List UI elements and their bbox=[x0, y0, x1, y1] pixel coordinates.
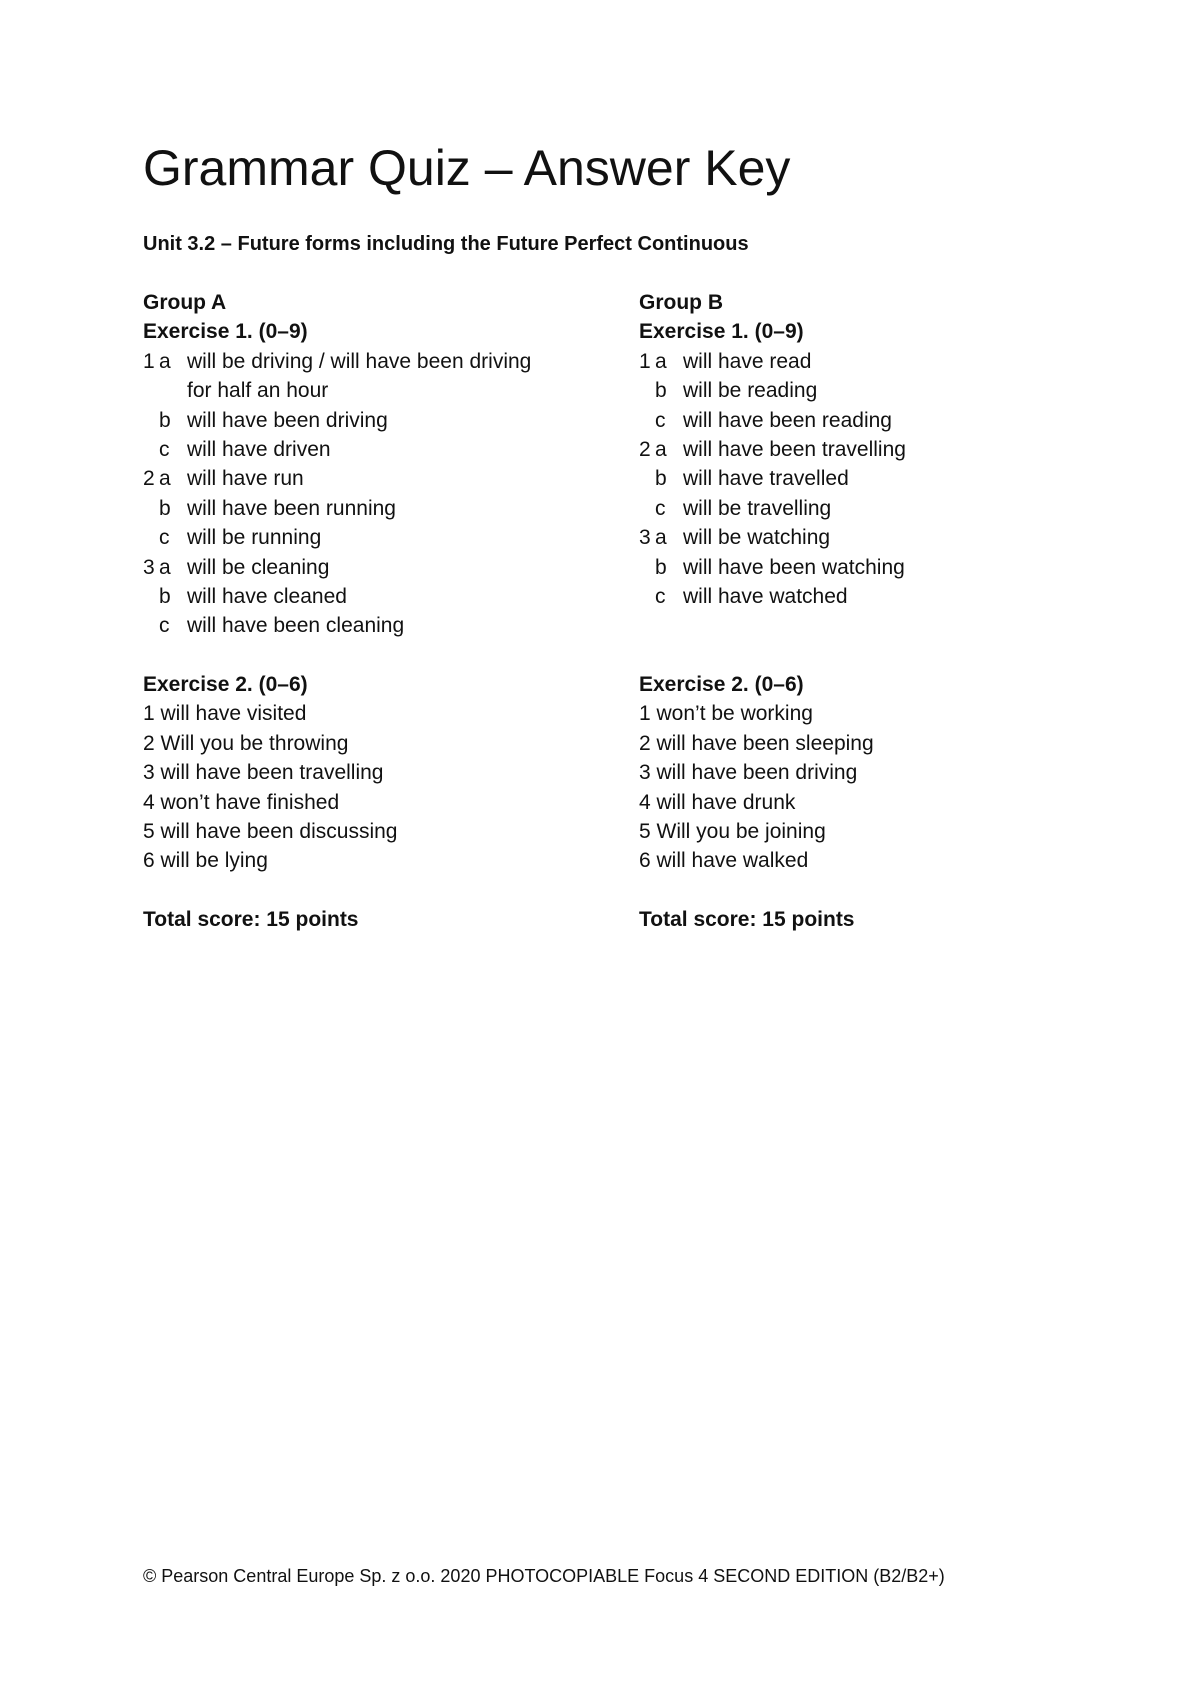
answer-item bbox=[143, 435, 531, 464]
answer-item bbox=[143, 347, 531, 376]
item-number: 3 bbox=[143, 555, 155, 579]
group-a-exercise-1-list bbox=[143, 347, 531, 641]
answer-item bbox=[639, 435, 906, 464]
item-answer-text: will have driven bbox=[187, 437, 331, 461]
item-answer-text: will have been watching bbox=[683, 555, 905, 579]
answer-item: 6 will have walked bbox=[639, 849, 809, 873]
item-letter: b bbox=[159, 584, 171, 608]
item-number: 1 bbox=[639, 349, 651, 373]
group-a-exercise-2-list bbox=[143, 699, 531, 875]
answer-item bbox=[639, 406, 906, 435]
answer-item: 2 will have been sleeping bbox=[639, 731, 874, 755]
item-answer-text: will be driving / will have been driving bbox=[187, 349, 532, 373]
answer-item: 5 Will you be joining bbox=[639, 820, 826, 844]
item-answer-text: will have read bbox=[683, 349, 812, 373]
item-letter: a bbox=[655, 526, 667, 550]
item-letter: b bbox=[655, 467, 667, 491]
answer-item bbox=[639, 494, 906, 523]
item-letter: c bbox=[159, 526, 170, 550]
item-answer-text: will be reading bbox=[683, 379, 818, 403]
item-letter: b bbox=[655, 555, 667, 579]
item-answer-text: will be travelling bbox=[683, 496, 832, 520]
item-letter: a bbox=[655, 349, 667, 373]
answer-item bbox=[143, 611, 531, 640]
item-number: 1 bbox=[143, 349, 155, 373]
answer-item bbox=[639, 582, 906, 611]
item-letter: a bbox=[159, 349, 171, 373]
item-letter: a bbox=[159, 555, 171, 579]
item-letter: c bbox=[655, 496, 666, 520]
group-a-heading: Group A bbox=[143, 291, 227, 314]
group-b-total-score: Total score: 15 points bbox=[639, 908, 855, 932]
answer-item bbox=[143, 523, 531, 552]
answer-item bbox=[143, 376, 531, 405]
item-answer-text: will have been travelling bbox=[683, 437, 906, 461]
group-b-exercise-2-list bbox=[639, 699, 906, 875]
item-answer-text: will have been reading bbox=[683, 408, 892, 432]
answer-item bbox=[143, 494, 531, 523]
item-letter: b bbox=[159, 408, 171, 432]
item-letter: a bbox=[655, 437, 667, 461]
item-answer-text: will have travelled bbox=[683, 467, 849, 491]
item-answer-text: will be watching bbox=[683, 526, 831, 550]
item-letter: c bbox=[655, 584, 666, 608]
group-a-exercise-2-heading: Exercise 2. (0–6) bbox=[143, 673, 308, 697]
answer-item bbox=[143, 553, 531, 582]
group-a-column bbox=[143, 288, 531, 935]
answer-item: 4 will have drunk bbox=[639, 790, 796, 814]
item-answer-text: will have been running bbox=[187, 496, 396, 520]
answer-item bbox=[639, 523, 906, 552]
answer-item: 1 will have visited bbox=[143, 702, 307, 726]
group-b-exercise-1-heading: Exercise 1. (0–9) bbox=[639, 320, 804, 344]
answer-item: 3 will have been travelling bbox=[143, 761, 384, 785]
answer-item: 5 will have been discussing bbox=[143, 820, 398, 844]
answer-item bbox=[639, 376, 906, 405]
item-letter: a bbox=[159, 467, 171, 491]
answer-item: 2 Will you be throwing bbox=[143, 731, 349, 755]
answer-item bbox=[143, 464, 531, 493]
item-letter: b bbox=[655, 379, 667, 403]
item-number: 2 bbox=[639, 437, 651, 461]
group-b-column bbox=[639, 288, 906, 935]
answer-item: 4 won’t have finished bbox=[143, 790, 340, 814]
answer-item bbox=[143, 582, 531, 611]
page-subtitle: Unit 3.2 – Future forms including the Future Perfect Continuous bbox=[143, 233, 749, 255]
group-b-exercise-1-list bbox=[639, 347, 906, 612]
item-answer-text: will have run bbox=[187, 467, 304, 491]
group-b-exercise-2-heading: Exercise 2. (0–6) bbox=[639, 673, 804, 697]
answer-item: 3 will have been driving bbox=[639, 761, 858, 785]
answer-item bbox=[639, 347, 906, 376]
group-b-heading: Group B bbox=[639, 291, 723, 314]
answer-item bbox=[639, 464, 906, 493]
item-answer-text: will be cleaning bbox=[187, 555, 330, 579]
item-letter: c bbox=[159, 614, 170, 638]
item-letter: c bbox=[655, 408, 666, 432]
item-letter: b bbox=[159, 496, 171, 520]
item-answer-text: for half an hour bbox=[187, 379, 329, 403]
page-title: Grammar Quiz – Answer Key bbox=[143, 140, 791, 196]
footer-copyright: © Pearson Central Europe Sp. z o.o. 2020 PHOTOCOPIABLE Focus 4 SECOND EDITION (B2/B2+) bbox=[143, 1566, 945, 1586]
item-answer-text: will have been driving bbox=[187, 408, 388, 432]
item-letter: c bbox=[159, 437, 170, 461]
answer-item bbox=[639, 553, 906, 582]
item-answer-text: will be running bbox=[187, 526, 322, 550]
item-number: 2 bbox=[143, 467, 155, 491]
item-number: 3 bbox=[639, 526, 651, 550]
item-answer-text: will have been cleaning bbox=[187, 614, 405, 638]
item-answer-text: will have cleaned bbox=[187, 584, 347, 608]
group-a-total-score: Total score: 15 points bbox=[143, 908, 359, 932]
answer-item: 1 won’t be working bbox=[639, 702, 813, 726]
item-answer-text: will have watched bbox=[683, 584, 848, 608]
answer-item bbox=[143, 406, 531, 435]
group-a-exercise-1-heading: Exercise 1. (0–9) bbox=[143, 320, 308, 344]
answer-item: 6 will be lying bbox=[143, 849, 268, 873]
